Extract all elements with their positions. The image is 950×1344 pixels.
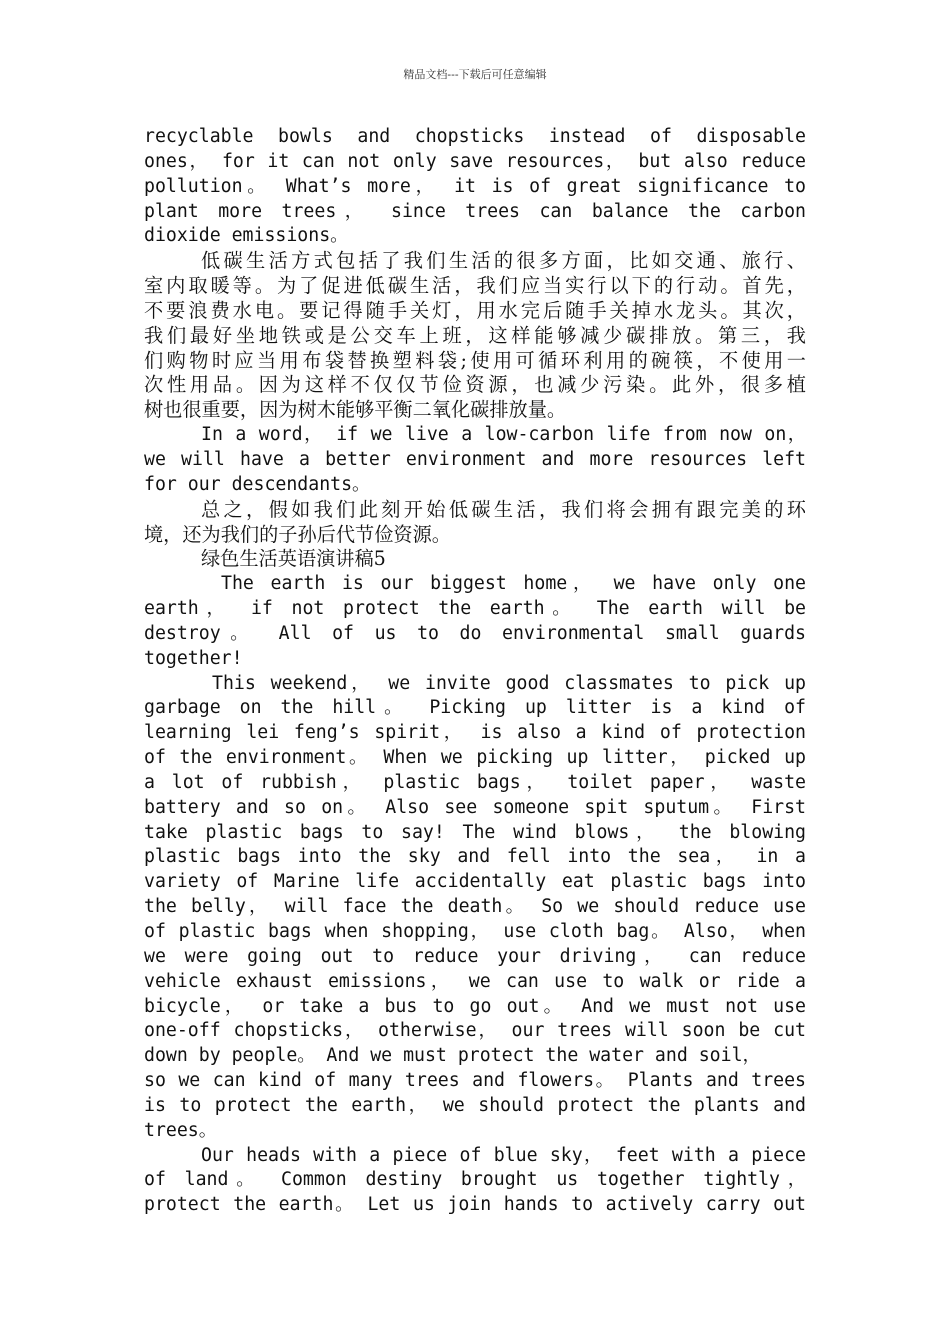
text-line: 我们最好坐地铁或是公交车上班，这样能够减少碳排放。第三，我 <box>144 323 806 347</box>
text-line: together! <box>144 647 243 669</box>
text-line: we will have a better environment and more resources left <box>144 448 806 470</box>
page-header: 精品文档---下载后可任意编辑 <box>403 68 547 81</box>
section-heading: 绿色生活英语演讲稿5 <box>201 547 386 571</box>
text-line: is to protect the earth， we should protect the plants and <box>144 1094 806 1116</box>
text-line: bicycle， or take a bus to go out。 And we must not use <box>144 995 806 1017</box>
text-line: of land。 Common destiny brought us together tightly， <box>144 1169 806 1191</box>
text-line: Our heads with a piece of blue sky， feet with a piece <box>201 1144 806 1166</box>
text-line: for our descendants。 <box>144 473 371 495</box>
text-line: trees。 <box>144 1119 217 1141</box>
text-line: of plastic bags when shopping， use cloth bag。 Also， when <box>144 921 806 942</box>
text-line: 们购物时应当用布袋替换塑料袋;使用可循环利用的碗筷，不使用一 <box>144 348 806 372</box>
text-line: vehicle exhaust emissions， we can use to walk or ride a <box>144 970 806 992</box>
text-line: plant more trees， since trees can balance the carbon <box>144 200 806 222</box>
text-line: the belly， will face the death。 So we should reduce use <box>144 896 806 918</box>
text-line: plastic bags into the sky and fell into the sea， in a <box>144 846 806 868</box>
text-line: learning lei feng’s spirit， is also a kind of protection <box>144 722 806 744</box>
text-line: 境，还为我们的子孙后代节俭资源。 <box>144 522 451 546</box>
text-line: 不要浪费水电。要记得随手关灯，用水完后随手关掉水龙头。其次， <box>144 298 806 322</box>
text-line: destroy。 All of us to do environmental small guards <box>144 622 806 644</box>
text-line: pollution。 What’s more， it is of great significance to <box>144 175 806 197</box>
document-body <box>144 125 806 1218</box>
text-line: recyclable bowls and chopsticks instead of disposable <box>144 126 806 147</box>
text-line: 总之，假如我们此刻开始低碳生活，我们将会拥有跟完美的环 <box>201 497 806 521</box>
text-line: one-off chopsticks， otherwise， our trees will soon be cut <box>144 1020 806 1042</box>
text-line: protect the earth。 Let us join hands to actively carry out <box>144 1194 806 1216</box>
text-line: down by people。 And we must protect the water and soil， <box>144 1045 761 1067</box>
text-line: The earth is our biggest home， we have only one <box>221 573 806 595</box>
text-line: we were going out to reduce your driving， can reduce <box>144 945 806 967</box>
text-line: In a word， if we live a low-carbon life from now on， <box>201 424 806 446</box>
text-line: so we can kind of many trees and flowers。 Plants and trees <box>144 1070 806 1092</box>
text-line: variety of Marine life accidentally eat plastic bags into <box>144 871 806 893</box>
text-line: 低碳生活方式包括了我们生活的很多方面，比如交通、旅行、 <box>201 249 806 273</box>
text-line: take plastic bags to say! The wind blows， the blowing <box>144 821 806 843</box>
text-line: dioxide emissions。 <box>144 225 349 247</box>
text-line: battery and so on。 Also see someone spit sputum。 First <box>144 796 806 818</box>
text-line: ones， for it can not only save resources， but also reduce <box>144 150 806 172</box>
text-line: 室内取暖等。为了促进低碳生活，我们应当实行以下的行动。首先， <box>144 274 806 298</box>
text-line: This weekend， we invite good classmates to pick up <box>212 672 806 694</box>
text-line: 树也很重要，因为树木能够平衡二氧化碳排放量。 <box>144 398 567 422</box>
text-line: a lot of rubbish， plastic bags， toilet paper， waste <box>144 771 806 793</box>
text-line: garbage on the hill。 Picking up litter is a kind of <box>144 697 806 719</box>
text-line: 次性用品。因为这样不仅仅节俭资源，也减少污染。此外，很多植 <box>144 373 806 397</box>
text-line: earth， if not protect the earth。 The earth will be <box>144 598 806 620</box>
text-line: of the environment。 When we picking up litter， picked up <box>144 747 806 769</box>
